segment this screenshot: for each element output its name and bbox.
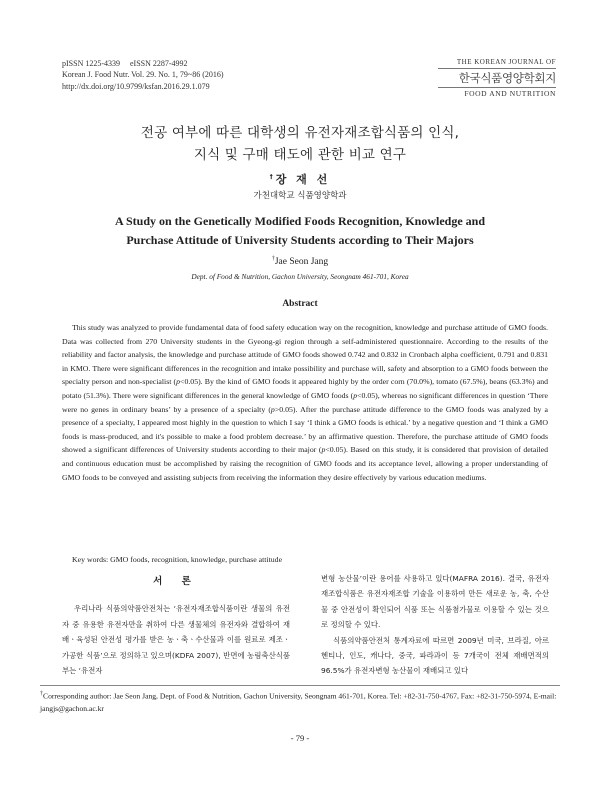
korean-affiliation: 가천대학교 식품영양학과	[253, 191, 347, 201]
intro-column-right	[321, 571, 549, 679]
intro-paragraph-continued: 변형 농산물’이란 용어를 사용하고 있다(MAFRA 2016). 결국, 유전자재조합식품은 유전자재조합 기술을 이용하여 만든 새로운 농, 축, 수산물 중 안전성이 확인되어 식품 또는 식품첨가물로 이용할 수 있는 것으로 정의할 수 있다.	[321, 574, 549, 630]
author-marker-en: †	[271, 256, 275, 262]
korean-title	[0, 122, 600, 166]
intro-paragraph: 식품의약품안전처 통계자료에 따르면 2009년 미국, 브라질, 아르헨티나, 인도, 캐나다, 중국, 파라과이 등 7개국이 전체 재배면적의 96.5%가 유전자변형 농산물이 재배되고 있다	[321, 635, 549, 676]
p-symbol: p	[321, 445, 326, 455]
abstract-body	[62, 321, 548, 484]
doi-link[interactable]: http://dx.doi.org/10.9799/ksfan.2016.29.1.079	[62, 81, 210, 91]
korean-title-line2: 지식 및 구매 태도에 관한 비교 연구	[193, 147, 407, 163]
abstract-text-5: <0.05). Based on this study, it is considered that provision of detailed and continuous education must be accomplished by raising the recognition of GMO foods and its acceptance level, allowing a proper understanding of GMO foods to be conveyed and assisting subjects from receiving the information they desire effectively by various education mediums.	[62, 445, 549, 482]
journal-name-en-top: THE KOREAN JOURNAL OF	[438, 58, 556, 69]
issn-line: pISSN 1225-4339 eISSN 2287-4992	[62, 59, 188, 68]
english-title-line1: A Study on the Genetically Modified Foods Recognition, Knowledge and	[114, 214, 486, 228]
english-title	[0, 212, 600, 250]
journal-name-ko: 한국식품영양학회지	[458, 71, 556, 85]
introduction-heading: 서 론	[153, 576, 199, 587]
abstract-heading: Abstract	[282, 299, 318, 309]
abstract-text-4: >0.05). After the purchase attitude difference to the GMO foods was analyzed by a presence of a specialty, I appeared most highly in the question to which I say ‘I think a GMO foods is ethical.’ by a negative question and ‘I think a GMO foods is mass-produced, and it's possible to make a food problem decrease.’ by an affirmative question. Therefore, the purchase attitude of GMO foods showed a significant differences of University students according to their major (	[62, 404, 548, 455]
citation-line: Korean J. Food Nutr. Vol. 29. No. 1, 79~86 (2016)	[62, 70, 224, 80]
abstract-text-2: <0.05). By the kind of GMO foods it appeared highly by the order corn (70.0%), tomato (67.5%), beans (63.3%) and potato (51.3%). There were significant differences in the general knowledge of GMO foods (	[62, 377, 548, 400]
english-author	[0, 256, 600, 267]
keywords: Key words: GMO foods, recognition, knowledge, purchase attitude	[72, 555, 283, 564]
english-author-name: Jae Seon Jang	[274, 257, 329, 268]
journal-logo	[438, 58, 556, 98]
abstract-text-3: <0.05), whereas no significant differences in question ‘There were no genes in ordinary beans’ by a presence of a specialty (	[62, 390, 548, 414]
footnote-text: Corresponding author: Jae Seon Jang, Dept. of Food & Nutrition, Gachon University, Seongnam 461-701, Korea. Tel: +82-31-750-4767, Fax: +82-31-750-5974, E-mail: jangjs@gachon.ac.kr	[40, 691, 557, 713]
korean-author-name: 장 재 선	[275, 173, 331, 186]
footnote-divider	[40, 685, 560, 686]
journal-name-en-bottom: FOOD AND NUTRITION	[438, 87, 556, 98]
intro-paragraph: 우리나라 식품의약품안전처는 ‘유전자재조합식품이란 생물의 유전자 중 유용한 유전자만을 취하여 다른 생물체의 유전자와 결합하여 재배ㆍ육성된 안전성 평가를 받은 농ㆍ축ㆍ수산물과 이를 원료로 제조ㆍ가공한 식품’으로 정의하고 있으며(KDFA 2007), 반면에 농림축산식품부는 ‘유전자	[62, 604, 290, 676]
citation-block	[62, 58, 224, 92]
p-symbol: p	[270, 404, 275, 414]
p-symbol: p	[353, 390, 358, 400]
corresponding-author-footnote	[40, 688, 560, 715]
korean-title-line1: 전공 여부에 따른 대학생의 유전자재조합식품의 인식,	[140, 125, 460, 141]
korean-author	[0, 171, 600, 187]
author-marker: †	[269, 173, 276, 181]
abstract-text-1: This study was analyzed to provide fundamental data of food safety education way on the recognition, knowledge and purchase attitude of GMO foods. Data was collected from 270 University students in the Gyeong-gi region through a self-administered questionnaire. According to the results of the reliability and factor analysis, the knowledge and purchase attitude of GMO foods showed 0.742 and 0.832 in Cronbach alpha coefficient, 0.791 and 0.831 in KMO. There were significant differences in the recognition and intake possibility and purchase will, safety and absorption to a GMO foods between the specialty person and non-specialist (	[62, 323, 548, 387]
footnote-marker: †	[40, 691, 43, 697]
intro-column-left	[62, 572, 290, 678]
english-title-line2: Purchase Attitude of University Students according to Their Majors	[126, 233, 474, 247]
page-number: - 79 -	[290, 733, 310, 743]
english-affiliation: Dept. of Food & Nutrition, Gachon University, Seongnam 461-701, Korea	[191, 272, 409, 281]
p-symbol: p	[176, 377, 181, 387]
